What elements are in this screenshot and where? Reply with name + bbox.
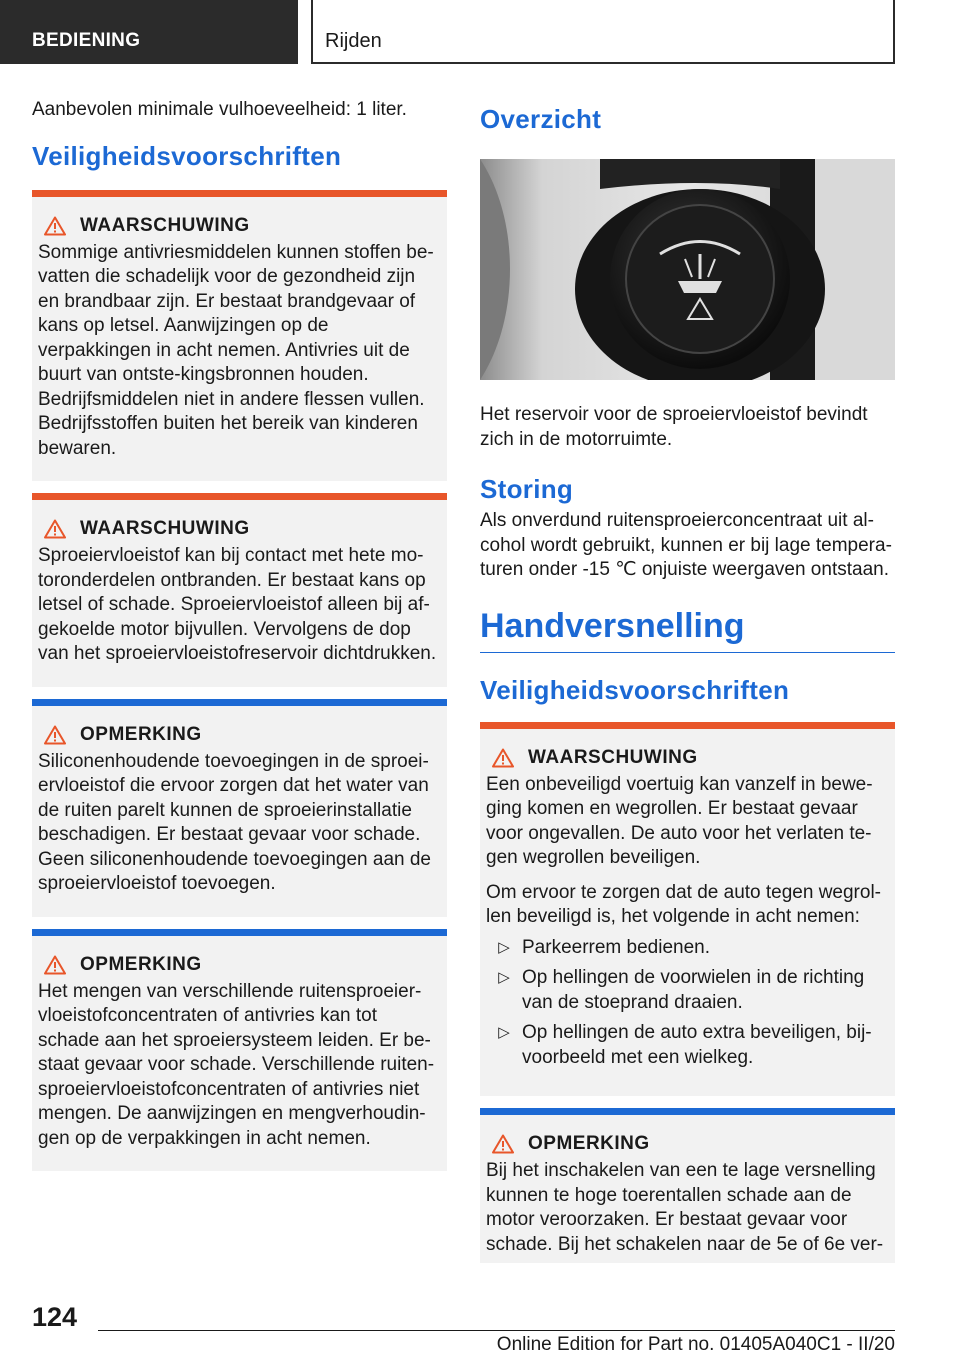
- note-text: Bij het inschakelen van een te lage versnelling kunnen te hoge toerentallen schade aan de motor veroorzaken. Er bestaat gevaar voor schade. Bij het schakelen naar de 5e of 6e ver-: [486, 1160, 884, 1255]
- warning-box-rolling: [480, 722, 895, 1097]
- left-column: [32, 98, 447, 1183]
- note-box-mixing: [32, 929, 447, 1172]
- washer-reservoir-photo: [480, 159, 895, 380]
- section-tab: BEDIENING: [0, 0, 298, 64]
- note-label: OPMERKING: [528, 1133, 650, 1154]
- storing-text: Als onverdund ruitensproeierconcentraat uit al-cohol wordt gebruikt, kunnen er bij lage tempera-turen onder -15 ℃ onjuiste weergaven ontstaan.: [480, 510, 892, 580]
- note-title: [38, 724, 441, 746]
- warning-text: Een onbeveiligd voertuig kan vanzelf in bewe-ging komen en wegrollen. Er bestaat gevaar voor ongevallen. De auto voor het verlaten te-gen wegrollen beveiligen.: [486, 773, 873, 868]
- warning-text: Sommige antivriesmiddelen kunnen stoffen be-vatten die schadelijk voor de gezondheid zijn en brandbaar zijn. Er bestaat brandgevaar of kans op letsel. Aanwijzingen op de verpakkingen in acht nemen. Antivries uit de buurt van ontste-kingsbronnen houden. Bedrijfsmiddelen niet in andere flessen vullen. Bedrijfsstoffen buiten het bereik van kinderen bewaren.: [38, 241, 434, 459]
- edition-text: Online Edition for Part no. 01405A040C1 - II/20: [496, 1334, 895, 1355]
- chapter-tab: Rijden: [311, 0, 895, 64]
- warning-title: [38, 215, 441, 237]
- warning-list: [486, 936, 889, 1071]
- overview-heading: Overzicht: [480, 104, 602, 134]
- right-column: [480, 98, 895, 1275]
- warning-label: WAARSCHUWING: [80, 214, 250, 236]
- warning-label: WAARSCHUWING: [80, 518, 250, 539]
- fill-quantity-text: Aanbevolen minimale vulhoeveelheid: 1 liter.: [32, 99, 407, 120]
- list-item: ▷ Op hellingen de auto extra beveiligen, bij-voorbeeld met een wielkeg.: [486, 1021, 889, 1070]
- list-item: ▷ Parkeerrem bedienen.: [486, 936, 889, 961]
- triangle-right-icon: ▷: [498, 938, 510, 956]
- note-label: OPMERKING: [80, 953, 202, 975]
- warning-triangle-icon: [492, 748, 514, 768]
- warning-triangle-icon: [44, 216, 66, 236]
- warning-text: Sproeiervloeistof kan bij contact met hete mo-toronderdelen ontbranden. Er bestaat kans op letsel of schade. Sproeiervloeistof alleen bij af-gekoelde motor bijvullen. Vervolgens de dop van het sproeiervloeistofreservoir dichtdrukken.: [38, 545, 437, 664]
- warning-box-antifreeze: [32, 190, 447, 482]
- page-number: 124: [32, 1302, 78, 1332]
- note-title: [38, 954, 441, 976]
- note-title: [486, 1133, 889, 1155]
- safety-heading: Veiligheidsvoorschriften: [480, 674, 790, 705]
- note-box-gear: [480, 1108, 895, 1263]
- warning-title: [486, 747, 889, 769]
- storing-heading: Storing: [480, 474, 574, 504]
- triangle-right-icon: ▷: [498, 969, 510, 986]
- warning-triangle-icon: [44, 725, 66, 745]
- chapter-heading: Handversnelling: [480, 607, 895, 653]
- warning-title: [38, 518, 441, 540]
- overview-text: Het reservoir voor de sproeiervloeistof bevindt zich in de motorruimte.: [480, 404, 868, 450]
- note-text: Het mengen van verschillende ruitensproeier-vloeistofconcentraten of antivries kan tot schade aan het sproeiersysteem leiden. Er be-staat gevaar voor schade. Verschillende ruiten-sproeiervloeistofconcentraten of antivries niet mengen. De aanwijzingen en mengverhoudin-gen op de verpakkingen in acht nemen.: [38, 980, 435, 1149]
- warning-triangle-icon: [492, 1134, 514, 1154]
- triangle-right-icon: ▷: [498, 1024, 510, 1041]
- note-label: OPMERKING: [80, 723, 202, 745]
- warning-triangle-icon: [44, 519, 66, 539]
- footer-divider: [98, 1330, 895, 1331]
- warning-box-hot-engine: [32, 493, 447, 687]
- note-text: Siliconenhoudende toevoegingen in de sproei-ervloeistof die ervoor zorgen dat het water van de ruiten parelt kunnen de sproeierinstallatie beschadigen. Er bestaat gevaar voor schade. Geen siliconenhoudende toevoegingen aan de sproeiervloeistof toevoegen.: [38, 750, 431, 894]
- warning-text-2: Om ervoor te zorgen dat de auto tegen wegrol-len beveiligd is, het volgende in acht nemen:: [486, 881, 882, 927]
- warning-triangle-icon: [44, 955, 66, 975]
- safety-heading: Veiligheidsvoorschriften: [32, 140, 342, 171]
- warning-label: WAARSCHUWING: [528, 746, 698, 768]
- note-box-silicone: [32, 699, 447, 917]
- list-item: ▷ Op hellingen de voorwielen in de richting van de stoeprand draaien.: [486, 966, 889, 1015]
